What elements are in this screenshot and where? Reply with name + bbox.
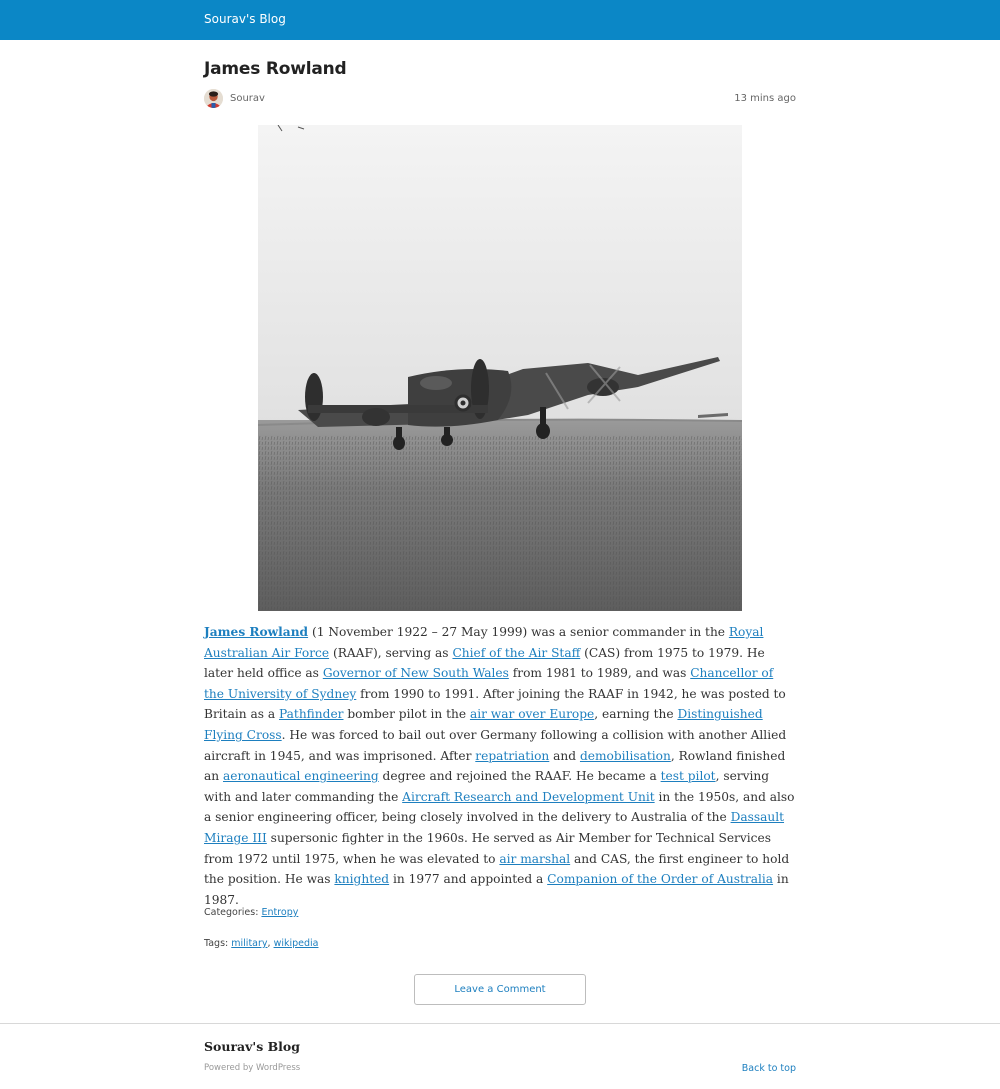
- article-link[interactable]: Chief of the Air Staff: [452, 645, 581, 660]
- article-text: , earning the: [594, 707, 678, 722]
- tag-link[interactable]: military: [231, 938, 268, 949]
- article-link[interactable]: Distinguished Flying Cross: [204, 707, 763, 742]
- post-meta: [204, 89, 796, 109]
- post-content: [204, 622, 796, 910]
- post-body-paragraph: [204, 622, 796, 910]
- article-text: , serving with and later commanding the: [204, 769, 770, 804]
- article-link[interactable]: repatriation: [475, 748, 550, 763]
- article-text: bomber pilot in the: [343, 707, 470, 722]
- article-link[interactable]: Dassault Mirage III: [204, 810, 785, 845]
- article-link[interactable]: Pathfinder: [279, 707, 344, 722]
- article-link[interactable]: test pilot: [660, 769, 716, 784]
- tags-label: Tags:: [204, 938, 232, 949]
- article-link[interactable]: aeronautical engineering: [223, 769, 379, 784]
- article-text: , Rowland finished an: [204, 748, 786, 784]
- post-title: James Rowland: [204, 59, 347, 79]
- article-link[interactable]: Aircraft Research and Development Unit: [402, 789, 655, 804]
- post-tags: [204, 938, 318, 949]
- article-text: degree and rejoined the RAAF. He became a: [378, 769, 661, 784]
- article-link[interactable]: Governor of New South Wales: [322, 666, 509, 681]
- article-text: from 1981 to 1989, and was: [508, 666, 691, 681]
- author-avatar[interactable]: [204, 89, 223, 108]
- article-text: in the 1950s, and also a senior engineering officer, being closely involved in the delivery to Australia of the: [204, 789, 795, 825]
- site-header: [0, 0, 1000, 40]
- avatar-image: [204, 89, 223, 108]
- article-text: (1 November 1922 – 27 May 1999) was a senior commander in the: [308, 625, 729, 639]
- article-text: . He was forced to bail out over Germany following a collision with another Allied aircraft in 1945, and was imprisoned. After: [204, 727, 787, 763]
- post-time: 13 mins ago: [734, 93, 796, 104]
- post-categories: [204, 907, 298, 918]
- article-text: supersonic fighter in the 1960s. He served as Air Member for Technical Services from 1972 until 1975, when he was elevated to: [204, 830, 771, 866]
- categories-label: Categories:: [204, 907, 262, 918]
- article-link[interactable]: air marshal: [499, 851, 571, 866]
- article-text: (RAAF), serving as: [329, 645, 453, 660]
- article-text: and: [549, 748, 580, 763]
- article-text: in 1977 and appointed a: [389, 872, 548, 887]
- article-link[interactable]: James Rowland: [204, 625, 309, 639]
- article-link[interactable]: air war over Europe: [469, 707, 595, 722]
- site-title-link[interactable]: Sourav's Blog: [204, 12, 286, 26]
- category-link[interactable]: Entropy: [261, 907, 299, 918]
- footer-divider: [0, 1023, 1000, 1024]
- article-link[interactable]: knighted: [334, 872, 390, 887]
- tag-link[interactable]: wikipedia: [273, 938, 319, 949]
- article-link[interactable]: demobilisation: [579, 748, 671, 763]
- article-text: from 1990 to 1991. After joining the RAAF in 1942, he was posted to Britain as a: [204, 686, 786, 722]
- lancaster-bomber-photo: [258, 125, 742, 611]
- author-name[interactable]: Sourav: [230, 93, 265, 104]
- post-featured-image: [258, 125, 742, 611]
- article-link[interactable]: Royal Australian Air Force: [204, 625, 764, 660]
- article-link[interactable]: Chancellor of the University of Sydney: [204, 666, 774, 701]
- article-text: in 1987.: [204, 872, 789, 907]
- article-text: and CAS, the first engineer to hold the position. He was: [204, 851, 790, 887]
- footer-site-title[interactable]: Sourav's Blog: [204, 1039, 301, 1054]
- leave-comment-button[interactable]: Leave a Comment: [414, 974, 586, 1005]
- tags-separator: ,: [267, 938, 274, 949]
- powered-by-link[interactable]: Powered by WordPress: [204, 1063, 301, 1073]
- article-link[interactable]: Companion of the Order of Australia: [547, 872, 774, 887]
- back-to-top-link[interactable]: Back to top: [741, 1063, 796, 1074]
- article-text: (CAS) from 1975 to 1979. He later held office as: [204, 645, 765, 681]
